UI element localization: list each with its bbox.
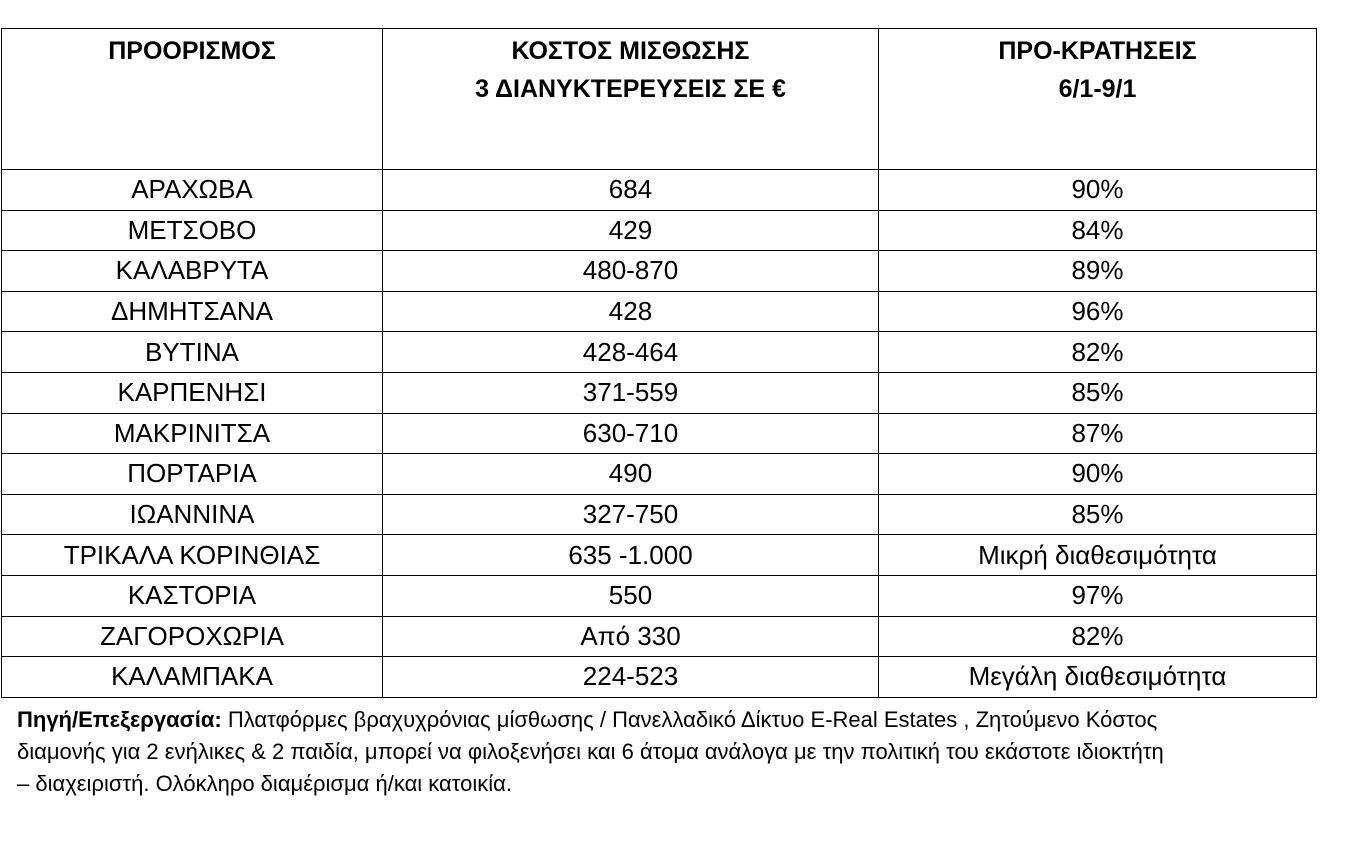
destination-cell: ΤΡΙΚΑΛΑ ΚΟΡΙΝΘΙΑΣ	[2, 535, 383, 576]
destination-cell: ΚΑΣΤΟΡΙΑ	[2, 575, 383, 616]
bookings-cell: 82%	[879, 616, 1317, 657]
bookings-cell: 96%	[879, 291, 1317, 332]
header-destination	[2, 29, 383, 170]
header-bookings-line-2: 6/1-9/1	[1058, 75, 1137, 103]
table-row	[2, 494, 1317, 535]
bookings-cell: 90%	[879, 454, 1317, 495]
destination-cell: ΔΗΜΗΤΣΑΝΑ	[2, 291, 383, 332]
table-row	[2, 210, 1317, 251]
table-row	[2, 372, 1317, 413]
cost-cell: 635 -1.000	[383, 535, 879, 576]
destination-cell: ΜΕΤΣΟΒΟ	[2, 210, 383, 251]
table-row	[2, 535, 1317, 576]
bookings-cell: 90%	[879, 170, 1317, 211]
bookings-cell: 87%	[879, 413, 1317, 454]
bookings-cell: Μικρή διαθεσιμότητα	[879, 535, 1317, 576]
table-row	[2, 170, 1317, 211]
table-row	[2, 291, 1317, 332]
header-cost-line-2: 3 ΔΙΑΝΥΚΤΕΡΕΥΣΕΙΣ ΣΕ €	[475, 75, 786, 103]
cost-cell: Από 330	[383, 616, 879, 657]
bookings-cell: 97%	[879, 575, 1317, 616]
cost-cell: 327-750	[383, 494, 879, 535]
header-cost	[383, 29, 879, 170]
header-destination-line-1: ΠΡΟΟΡΙΣΜΟΣ	[108, 37, 276, 65]
table-body	[2, 170, 1317, 698]
table-row	[2, 413, 1317, 454]
cost-cell: 371-559	[383, 372, 879, 413]
source-note	[17, 704, 1357, 800]
source-note-line-3: – διαχειριστή. Ολόκληρο διαμέρισμα ή/και κατοικία.	[17, 771, 512, 796]
cost-cell: 684	[383, 170, 879, 211]
header-row	[2, 29, 1317, 170]
destination-cell: ΜΑΚΡΙΝΙΤΣΑ	[2, 413, 383, 454]
cost-cell: 630-710	[383, 413, 879, 454]
header-bookings	[879, 29, 1317, 170]
destination-cell: ΚΑΛΑΜΠΑΚΑ	[2, 657, 383, 698]
destination-cell: ΚΑΛΑΒΡΥΤΑ	[2, 251, 383, 292]
cost-cell: 224-523	[383, 657, 879, 698]
table-row	[2, 251, 1317, 292]
table-row	[2, 454, 1317, 495]
table-header	[2, 29, 1317, 170]
cost-cell: 490	[383, 454, 879, 495]
source-note-line-1	[17, 704, 1357, 736]
cost-cell: 428	[383, 291, 879, 332]
cost-cell: 550	[383, 575, 879, 616]
header-cost-line-1: ΚΟΣΤΟΣ ΜΙΣΘΩΣΗΣ	[511, 37, 750, 65]
header-bookings-line-1: ΠΡΟ-ΚΡΑΤΗΣΕΙΣ	[998, 37, 1197, 65]
bookings-cell: 85%	[879, 372, 1317, 413]
destination-cell: ΠΟΡΤΑΡΙΑ	[2, 454, 383, 495]
cost-cell: 428-464	[383, 332, 879, 373]
table-row	[2, 657, 1317, 698]
source-label: Πηγή/Επεξεργασία:	[17, 707, 222, 732]
source-note-line-2: διαμονής για 2 ενήλικες & 2 παιδία, μπορεί να φιλοξενήσει και 6 άτομα ανάλογα με την πολιτική του εκάστοτε ιδιοκτήτη	[17, 739, 1164, 764]
bookings-cell: 85%	[879, 494, 1317, 535]
table-row	[2, 332, 1317, 373]
bookings-cell: 89%	[879, 251, 1317, 292]
source-note-text-1: Πλατφόρμες βραχυχρόνιας μίσθωσης / Πανελλαδικό Δίκτυο E-Real Estates , Ζητούμενο Κόστος	[221, 707, 1158, 732]
bookings-cell: 84%	[879, 210, 1317, 251]
bookings-cell: 82%	[879, 332, 1317, 373]
table-row	[2, 616, 1317, 657]
destination-cell: ΖΑΓΟΡΟΧΩΡΙΑ	[2, 616, 383, 657]
destination-cell: ΚΑΡΠΕΝΗΣΙ	[2, 372, 383, 413]
destination-cell: ΒΥΤΙΝΑ	[2, 332, 383, 373]
table-row	[2, 575, 1317, 616]
destination-cell: ΙΩΑΝΝΙΝΑ	[2, 494, 383, 535]
cost-cell: 480-870	[383, 251, 879, 292]
destination-cell: ΑΡΑΧΩΒΑ	[2, 170, 383, 211]
bookings-cell: Μεγάλη διαθεσιμότητα	[879, 657, 1317, 698]
rental-cost-table	[1, 28, 1317, 698]
cost-cell: 429	[383, 210, 879, 251]
